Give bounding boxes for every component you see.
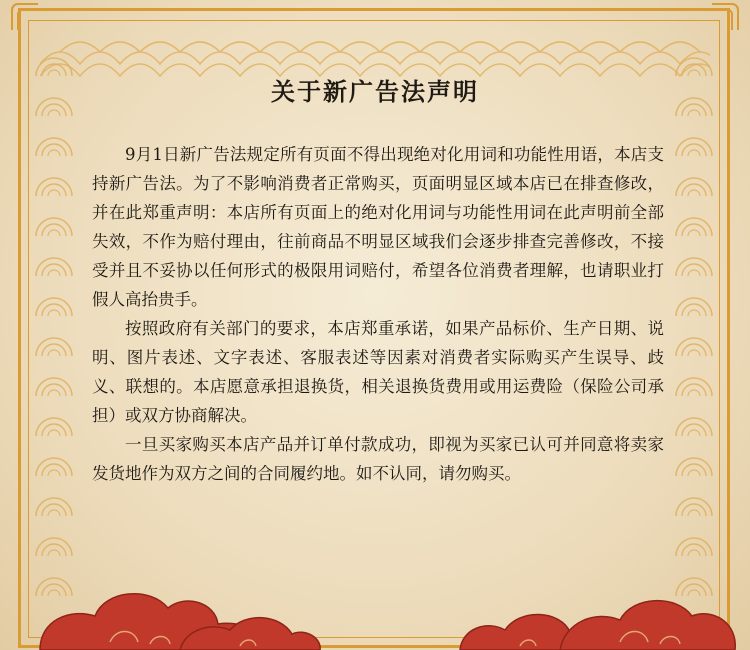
paragraph-1: 9月1日新广告法规定所有页面不得出现绝对化用词和功能性用语，本店支持新广告法。为了不影响消费者正常购买，页面明显区域本店已在排查修改，并在此郑重声明：本店所有页面上的绝对化用词与功能性用词在此声明前全部失效，不作为赔付理由，往前商品不明显区域我们会逐步排查完善修改，不接受并且不妥协以任何形式的极限用词赔付，希望各位消费者理解，也请职业打假人高抬贵手。 <box>92 145 664 309</box>
page-title: 关于新广告法声明 <box>271 77 479 106</box>
corner-ornament-top-left <box>8 0 42 34</box>
paragraph-2: 按照政府有关部门的要求，本店郑重承诺，如果产品标价、生产日期、说明、图片表述、文字表述、客服表述等因素对消费者实际购买产生误导、歧义、联想的。本店愿意承担退换货，相关退换货费用或用运费险（保险公司承担）或双方协商解决。 <box>92 319 664 425</box>
paragraph-3: 一旦买家购买本店产品并订单付款成功，即视为买家已认可并同意将卖家发货地作为双方之间的合同履约地。如不认同，请勿购买。 <box>92 435 664 483</box>
corner-ornament-top-right <box>708 0 742 34</box>
red-cloud-decoration <box>0 550 750 650</box>
statement-body <box>92 140 664 488</box>
